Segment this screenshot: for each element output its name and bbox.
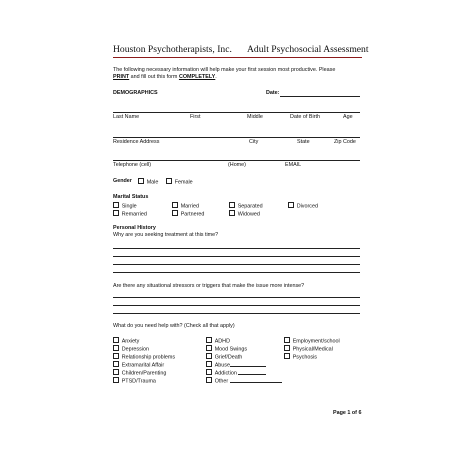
- option-label: Divorced: [296, 203, 318, 210]
- first-name-label: First: [190, 114, 201, 120]
- option-label: Remarried: [121, 211, 147, 218]
- help-option-depression[interactable]: [113, 345, 149, 353]
- help-option-addiction[interactable]: [206, 369, 237, 377]
- option-label: Separated: [237, 203, 263, 210]
- last-name-label: Last Name: [113, 114, 140, 120]
- option-label: Relationship problems: [121, 354, 176, 361]
- zip-code-label: Zip Code: [334, 139, 356, 145]
- option-label: Partnered: [180, 211, 205, 218]
- checkbox[interactable]: [113, 361, 119, 367]
- help-option-physical[interactable]: [284, 345, 333, 353]
- help-option-grief[interactable]: [206, 353, 242, 361]
- marital-remarried-option[interactable]: [113, 210, 147, 218]
- gender-female-label: Female: [174, 179, 193, 186]
- option-label: Married: [180, 203, 199, 210]
- checkbox[interactable]: [206, 353, 212, 359]
- checkbox[interactable]: [288, 202, 294, 208]
- checkbox[interactable]: [229, 210, 235, 216]
- option-label: ADHD: [214, 338, 230, 345]
- treatment-question: Why are you seeking treatment at this time?: [113, 232, 219, 238]
- city-label: City: [249, 139, 259, 145]
- checkbox[interactable]: [113, 377, 119, 383]
- option-label: Abuse: [214, 362, 230, 369]
- checkbox[interactable]: [172, 202, 178, 208]
- option-label: Children/Parenting: [121, 370, 167, 377]
- checkbox[interactable]: [113, 369, 119, 375]
- option-label: Addiction: [214, 370, 237, 377]
- gender-male-option[interactable]: [138, 178, 158, 186]
- help-option-mood-swings[interactable]: [206, 345, 247, 353]
- age-label: Age: [343, 114, 353, 120]
- option-label: PTSD/Trauma: [121, 378, 156, 385]
- marital-widowed-option[interactable]: [229, 210, 260, 218]
- answer-line[interactable]: [113, 248, 360, 249]
- checkbox[interactable]: [206, 361, 212, 367]
- option-label: Extramarital Affair: [121, 362, 165, 369]
- help-option-anxiety[interactable]: [113, 337, 139, 345]
- option-label: Depression: [121, 346, 149, 353]
- gender-male-label: Male: [146, 179, 159, 186]
- option-label: Widowed: [237, 211, 260, 218]
- checkbox[interactable]: [172, 210, 178, 216]
- name-field[interactable]: [113, 112, 360, 113]
- checkbox[interactable]: [206, 337, 212, 343]
- option-label: Anxiety: [121, 338, 140, 345]
- answer-line[interactable]: [113, 272, 360, 273]
- checkbox[interactable]: [166, 178, 172, 184]
- checkbox[interactable]: [113, 337, 119, 343]
- checkbox[interactable]: [229, 202, 235, 208]
- intro-line-1: The following necessary information will help make your first session most productive. Please: [113, 67, 336, 73]
- checkbox[interactable]: [206, 377, 212, 383]
- abuse-detail-field[interactable]: [230, 366, 266, 367]
- checkbox[interactable]: [138, 178, 144, 184]
- help-question: What do you need help with? (Check all that apply): [113, 323, 235, 329]
- intro-line-2-text: and fill out this form: [129, 74, 179, 80]
- stressors-question: Are there any situational stressors or triggers that make the issue more intense?: [113, 283, 305, 289]
- option-label: Mood Swings: [214, 346, 248, 353]
- checkbox[interactable]: [284, 337, 290, 343]
- marital-separated-option[interactable]: [229, 202, 263, 210]
- telephone-home-label: (Home): [228, 162, 246, 168]
- date-field[interactable]: [280, 96, 360, 97]
- demographics-heading: DEMOGRAPHICS: [113, 90, 158, 96]
- intro-line-2: [113, 74, 217, 80]
- marital-partnered-option[interactable]: [172, 210, 204, 218]
- help-option-extramarital[interactable]: [113, 361, 164, 369]
- option-label: Physical/Medical: [292, 346, 333, 353]
- option-label: Other: [214, 378, 229, 385]
- other-detail-field[interactable]: [230, 382, 282, 383]
- answer-line[interactable]: [113, 313, 360, 314]
- answer-line[interactable]: [113, 256, 360, 257]
- form-title: Adult Psychosocial Assessment: [247, 44, 369, 55]
- marital-married-option[interactable]: [172, 202, 199, 210]
- help-option-children[interactable]: [113, 369, 166, 377]
- checkbox[interactable]: [206, 345, 212, 351]
- help-option-other[interactable]: [206, 377, 228, 385]
- marital-single-option[interactable]: [113, 202, 137, 210]
- print-emphasis: PRINT: [113, 74, 130, 80]
- checkbox[interactable]: [113, 202, 119, 208]
- help-option-abuse[interactable]: [206, 361, 230, 369]
- middle-name-label: Middle: [247, 114, 263, 120]
- residence-address-label: Residence Address: [113, 139, 160, 145]
- header-rule: [113, 57, 362, 58]
- marital-divorced-option[interactable]: [288, 202, 318, 210]
- state-label: State: [297, 139, 310, 145]
- phone-email-field[interactable]: [113, 160, 360, 161]
- date-label: Date:: [266, 90, 280, 96]
- checkbox[interactable]: [113, 353, 119, 359]
- personal-history-heading: Personal History: [113, 225, 156, 231]
- answer-line[interactable]: [113, 264, 360, 265]
- gender-label: Gender: [113, 178, 132, 184]
- page-number: Page 1 of 6: [333, 410, 362, 416]
- help-option-relationship[interactable]: [113, 353, 175, 361]
- option-label: Grief/Death: [214, 354, 243, 361]
- completely-emphasis: COMPLETELY: [178, 74, 216, 80]
- help-option-adhd[interactable]: [206, 337, 230, 345]
- option-label: Single: [121, 203, 137, 210]
- telephone-cell-label: Telephone (cell): [113, 162, 152, 168]
- answer-line[interactable]: [113, 305, 360, 306]
- checkbox[interactable]: [284, 353, 290, 359]
- option-label: Employment/school: [292, 338, 340, 345]
- answer-line[interactable]: [113, 297, 360, 298]
- email-label: EMAIL: [285, 162, 302, 168]
- checkbox[interactable]: [113, 345, 119, 351]
- help-option-ptsd[interactable]: [113, 377, 156, 385]
- org-name: Houston Psychotherapists, Inc.: [113, 44, 232, 55]
- marital-status-heading: Marital Status: [113, 194, 149, 200]
- help-option-psychosis[interactable]: [284, 353, 317, 361]
- option-label: Psychosis: [292, 354, 317, 361]
- checkbox[interactable]: [284, 345, 290, 351]
- intro-period: .: [215, 74, 217, 80]
- checkbox[interactable]: [113, 210, 119, 216]
- gender-female-option[interactable]: [166, 178, 193, 186]
- checkbox[interactable]: [206, 369, 212, 375]
- addiction-detail-field[interactable]: [238, 374, 266, 375]
- dob-label: Date of Birth: [290, 114, 320, 120]
- address-field[interactable]: [113, 137, 360, 138]
- help-option-employment[interactable]: [284, 337, 340, 345]
